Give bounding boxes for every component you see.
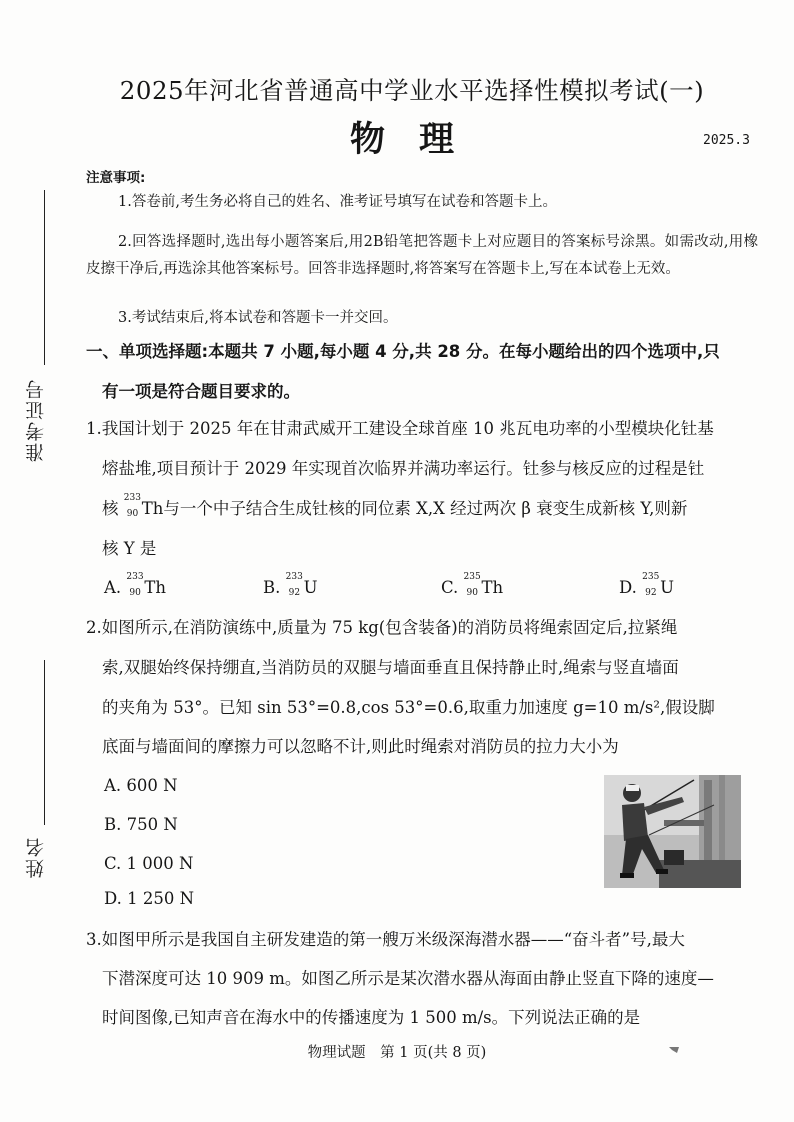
- q1-option-a[interactable]: [104, 571, 166, 604]
- option-mass: 235: [642, 572, 660, 582]
- q1-option-b[interactable]: [263, 571, 318, 604]
- q2-option-a[interactable]: A. 600 N: [104, 776, 178, 795]
- option-letter: B.: [263, 578, 281, 597]
- q2-line1: 2.如图所示,在消防演练中,质量为 75 kg(包含装备)的消防员将绳索固定后,拉紧绳: [86, 618, 678, 637]
- option-letter: C.: [441, 578, 459, 597]
- notice-item-1: 1.答卷前,考生务必将自己的姓名、准考证号填写在试卷和答题卡上。: [118, 194, 557, 210]
- q1-line3: [102, 492, 774, 525]
- page-footer: 物理试题 第 1 页(共 8 页): [307, 1045, 487, 1061]
- q2-option-d[interactable]: D. 1 250 N: [104, 889, 195, 908]
- option-mass: 233: [126, 572, 144, 582]
- name-fill-line: [44, 660, 45, 825]
- nucleus-element: Th: [141, 499, 164, 518]
- option-element: Th: [481, 578, 504, 597]
- option-nucleus: [464, 571, 504, 604]
- q1-line3-prefix: 核: [102, 499, 124, 518]
- section-heading-line1: 一、单项选择题:本题共 7 小题,每小题 4 分,共 28 分。在每小题给出的四个选项中,只: [86, 342, 720, 361]
- q2-option-b[interactable]: B. 750 N: [104, 815, 178, 834]
- option-charge: 90: [466, 588, 478, 598]
- q1-line1: 1.我国计划于 2025 年在甘肃武威开工建设全球首座 10 兆瓦电功率的小型模块化钍基: [86, 419, 714, 438]
- exam-title: 2025年河北省普通高中学业水平选择性模拟考试(一): [119, 76, 705, 105]
- option-element: Th: [144, 578, 167, 597]
- notice-item-2: 2.回答选择题时,选出每小题答案后,用2B铅笔把答题卡上对应题目的答案标号涂黑。如需改动,用橡皮擦干净后,再选涂其他答案标号。回答非选择题时,将答案写在答题卡上,写在本试卷上无效。: [86, 234, 758, 277]
- exam-date: 2025.3: [703, 133, 750, 148]
- q3-line3: 时间图像,已知声音在海水中的传播速度为 1 500 m/s。下列说法正确的是: [102, 1008, 641, 1027]
- q1-line4: 核 Y 是: [102, 539, 157, 558]
- exam-id-label: 准考证号: [25, 378, 47, 462]
- option-letter: A.: [104, 578, 122, 597]
- nucleus-mass-number: 233: [123, 493, 141, 503]
- exam-id-fill-line: [44, 190, 45, 365]
- q1-option-c[interactable]: [441, 571, 503, 604]
- option-nucleus: [126, 571, 166, 604]
- q1-option-d[interactable]: [619, 571, 674, 604]
- option-charge: 90: [129, 588, 141, 598]
- q2-option-c[interactable]: C. 1 000 N: [104, 854, 194, 873]
- option-charge: 92: [288, 588, 301, 598]
- nucleus-charge-number: 90: [126, 509, 139, 519]
- option-element: U: [303, 578, 318, 597]
- q2-line4: 底面与墙面间的摩擦力可以忽略不计,则此时绳索对消防员的拉力大小为: [102, 737, 619, 756]
- name-label: 姓名: [25, 836, 47, 878]
- notice-heading: 注意事项:: [86, 170, 146, 186]
- option-charge: 92: [645, 588, 657, 598]
- option-mass: 233: [285, 572, 303, 582]
- q1-line2: 熔盐堆,项目预计于 2029 年实现首次临界并满功率运行。钍参与核反应的过程是钍: [102, 459, 705, 478]
- option-nucleus: [642, 571, 674, 604]
- thorium-nucleus-symbol: [124, 492, 164, 525]
- option-element: U: [660, 578, 675, 597]
- q2-line2: 索,双腿始终保持绷直,当消防员的双腿与墙面垂直且保持静止时,绳索与竖直墙面: [102, 658, 679, 677]
- q3-line1: 3.如图甲所示是我国自主研发建造的第一艘万米级深海潜水器——“奋斗者”号,最大: [86, 930, 685, 949]
- notice-item-3: 3.考试结束后,将本试卷和答题卡一并交回。: [118, 310, 398, 326]
- section-heading-line2: 有一项是符合题目要求的。: [102, 382, 300, 401]
- scan-mark-icon: [668, 1046, 680, 1054]
- option-letter: D.: [619, 578, 637, 597]
- option-nucleus: [286, 571, 318, 604]
- q1-line3-rest: 与一个中子结合生成钍核的同位素 X,X 经过两次 β 衰变生成新核 Y,则新: [163, 499, 688, 518]
- firefighter-photo: [604, 775, 741, 888]
- q2-line3: 的夹角为 53°。已知 sin 53°=0.8,cos 53°=0.6,取重力加速度 g=10 m/s²,假设脚: [102, 698, 715, 717]
- option-mass: 235: [463, 572, 481, 582]
- subject-title: 物理: [350, 119, 489, 160]
- q3-line2: 下潜深度可达 10 909 m。如图乙所示是某次潜水器从海面由静止竖直下降的速度—: [102, 969, 714, 988]
